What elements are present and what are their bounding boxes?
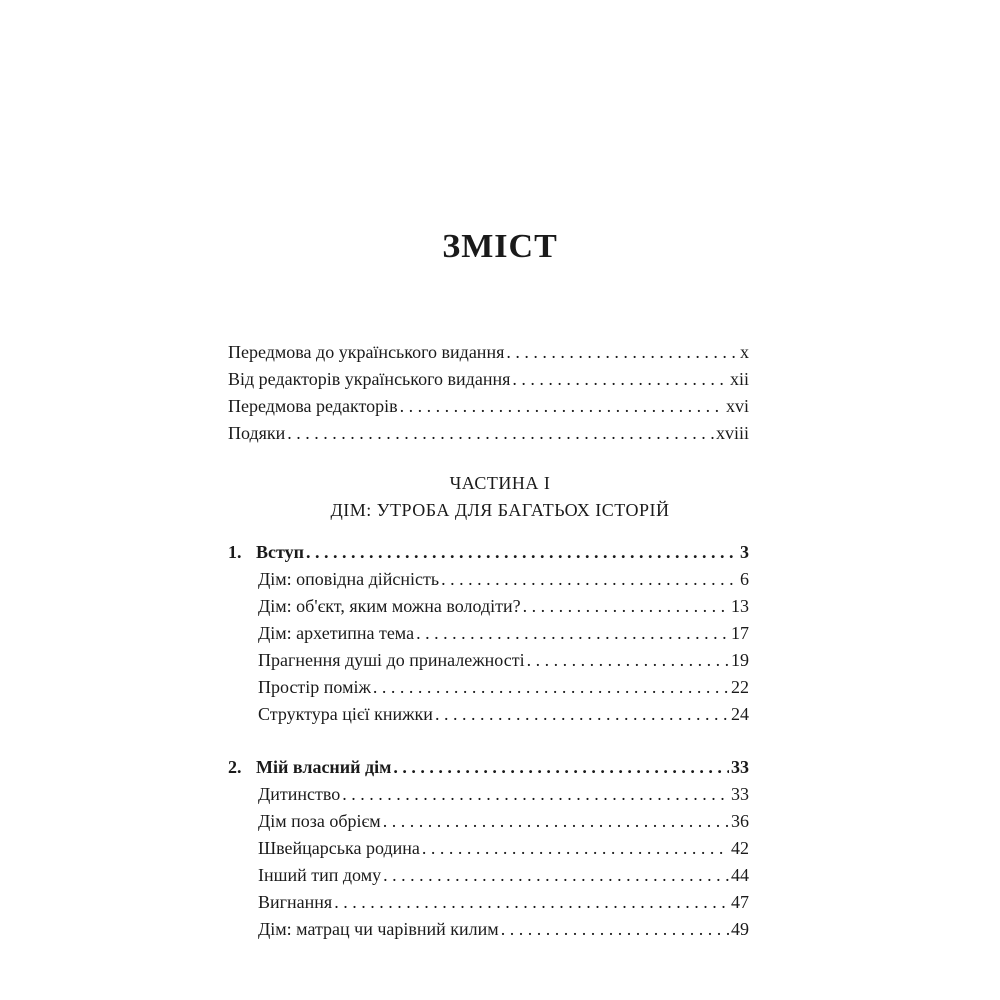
section-label: Дім: оповідна дійсність (258, 569, 440, 589)
toc-entry-label: Передмова редакторів (228, 396, 398, 416)
dot-leader (527, 647, 729, 674)
chapter-title: Мій власний дім (256, 757, 392, 777)
chapter-entry-label (228, 754, 391, 781)
section-entry (228, 620, 749, 647)
dot-leader (441, 566, 738, 593)
dot-leader (416, 620, 729, 647)
dot-leader (306, 539, 738, 566)
part-title: ДІМ: УТРОБА ДЛЯ БАГАТЬОХ ІСТОРІЙ (330, 500, 670, 520)
toc-entry-page: xvi (725, 396, 749, 416)
dot-leader (435, 701, 729, 728)
toc-entry-label: Передмова до українського видання (228, 342, 505, 362)
section-page: 24 (731, 704, 749, 724)
toc-entry-label: Від редакторів українського видання (228, 369, 511, 389)
section-page: 42 (731, 838, 749, 858)
section-page: 22 (731, 677, 749, 697)
section-entry (228, 701, 749, 728)
page-title: ЗМІСТ (442, 228, 558, 265)
section-page: 17 (731, 623, 749, 643)
toc-entry (228, 420, 749, 447)
section-label: Швейцарська родина (258, 838, 420, 858)
section-entry (228, 808, 749, 835)
chapter-page: 33 (731, 757, 749, 777)
section-label: Прагнення душі до приналежності (258, 650, 525, 670)
dot-leader (373, 674, 729, 701)
dot-leader (287, 420, 714, 447)
section-label: Дім поза обрієм (258, 811, 381, 831)
section-entry (228, 862, 749, 889)
section-label: Дім: об'єкт, яким можна володіти? (258, 596, 521, 616)
section-page: 49 (731, 919, 749, 939)
section-page: 36 (731, 811, 749, 831)
section-page: 33 (731, 784, 749, 804)
section-label: Дім: матрац чи чарівний килим (258, 919, 499, 939)
chapter-entry (228, 754, 749, 781)
chapter-title: Вступ (256, 542, 304, 562)
dot-leader (334, 889, 729, 916)
section-page: 6 (740, 569, 749, 589)
dot-leader (342, 781, 729, 808)
toc-entry-page: x (740, 342, 749, 362)
chapter-number: 2. (228, 757, 242, 777)
dot-leader (422, 835, 729, 862)
chapter-number: 1. (228, 542, 242, 562)
section-label: Дім: архетипна тема (258, 623, 415, 643)
section-entry (228, 593, 749, 620)
chapter-list (228, 539, 749, 943)
dot-leader (383, 808, 729, 835)
part-heading (0, 470, 1000, 524)
section-entry (228, 647, 749, 674)
section-entry (228, 566, 749, 593)
section-entry (228, 916, 749, 943)
section-entry (228, 674, 749, 701)
dot-leader (400, 393, 724, 420)
front-matter-list (228, 339, 749, 447)
section-entry (228, 889, 749, 916)
section-label: Структура цієї книжки (258, 704, 433, 724)
toc-entry (228, 339, 749, 366)
section-label: Простір поміж (258, 677, 371, 697)
chapter-spacer (228, 728, 749, 754)
section-page: 44 (731, 865, 749, 885)
chapter-page: 3 (740, 542, 749, 562)
chapter-entry (228, 539, 749, 566)
dot-leader (523, 593, 729, 620)
section-label: Інший тип дому (258, 865, 382, 885)
section-page: 47 (731, 892, 749, 912)
toc-entry (228, 366, 749, 393)
toc-entry-page: xviii (715, 423, 749, 443)
chapter-entry-label (228, 539, 304, 566)
section-entry (228, 781, 749, 808)
dot-leader (506, 339, 738, 366)
dot-leader (383, 862, 729, 889)
toc-entry (228, 393, 749, 420)
dot-leader (501, 916, 729, 943)
section-entry (228, 835, 749, 862)
toc-entry-label: Подяки (228, 423, 286, 443)
section-label: Вигнання (258, 892, 333, 912)
dot-leader (393, 754, 729, 781)
toc-entry-page: xii (729, 369, 749, 389)
part-number: ЧАСТИНА I (449, 473, 551, 493)
dot-leader (512, 366, 728, 393)
section-page: 13 (731, 596, 749, 616)
section-label: Дитинство (258, 784, 341, 804)
section-page: 19 (731, 650, 749, 670)
